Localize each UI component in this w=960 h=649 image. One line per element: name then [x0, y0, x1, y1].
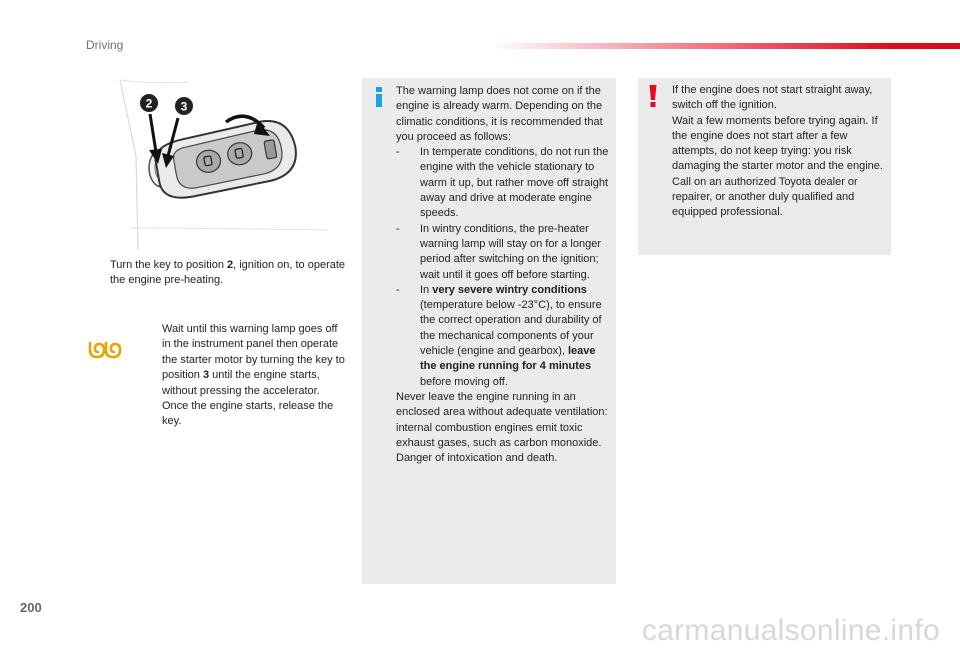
- watermark: carmanualsonline.info: [641, 614, 940, 647]
- info-list-item: - In wintry conditions, the pre-heater warning lamp will stay on for a longer period after switching on the ignition; wait until it goes off before starting.: [396, 222, 601, 281]
- info-icon: [372, 86, 386, 108]
- info-panel-text: [396, 84, 612, 466]
- key-ignition-illustration: [118, 78, 338, 250]
- info-panel: [362, 78, 616, 584]
- info-list-item: - In temperate conditions, do not run the engine with the vehicle stationary to warm it up, but rather move off straight away and drive at moderate engine speeds.: [396, 146, 609, 220]
- instruction-step-wait-lamp: Wait until this warning lamp goes off in the instrument panel then operate the starter motor by turning the key to position 3 until the engine starts, without pressing the accelerator. Once the engine starts, release the key.: [162, 323, 345, 428]
- position-label-2: 2: [145, 96, 153, 111]
- info-intro: The warning lamp does not come on if the engine is already warm. Depending on the climatic conditions, it is recommended that you proceed as follows:: [396, 85, 603, 143]
- warning-panel: [638, 78, 891, 255]
- header-accent-bar: [492, 43, 960, 49]
- preheating-coil-icon: [86, 337, 124, 359]
- warning-panel-text: [672, 83, 886, 221]
- position-label-3: 3: [180, 99, 188, 114]
- info-list-item: - In very severe wintry conditions (temperature below -23°C), to ensure the correct operation and durability of the mechanical components of your vehicle (engine and gearbox), leave the engine running for 4 minutes before moving off.: [396, 283, 602, 388]
- page-number: 200: [20, 600, 42, 615]
- warning-text-2: Wait a few moments before trying again. If the engine does not start after a few attempts, do not keep trying: you risk damaging the starter motor and the engine.: [672, 114, 883, 173]
- exclamation-icon: [647, 84, 659, 108]
- section-title: Driving: [86, 38, 124, 52]
- warning-text-3: Call on an authorized Toyota dealer or repairer, or another duly qualified and equipped professional.: [672, 175, 858, 219]
- info-outro: Never leave the engine running in an enclosed area without adequate ventilation: internal combustion engines emit toxic exhaust gases, such as carbon monoxide. Danger of intoxication and death.: [396, 390, 608, 465]
- warning-text-1: If the engine does not start straight away, switch off the ignition.: [672, 84, 873, 112]
- instruction-step-turn-key: Turn the key to position 2, ignition on, to operate the engine pre-heating.: [110, 259, 346, 287]
